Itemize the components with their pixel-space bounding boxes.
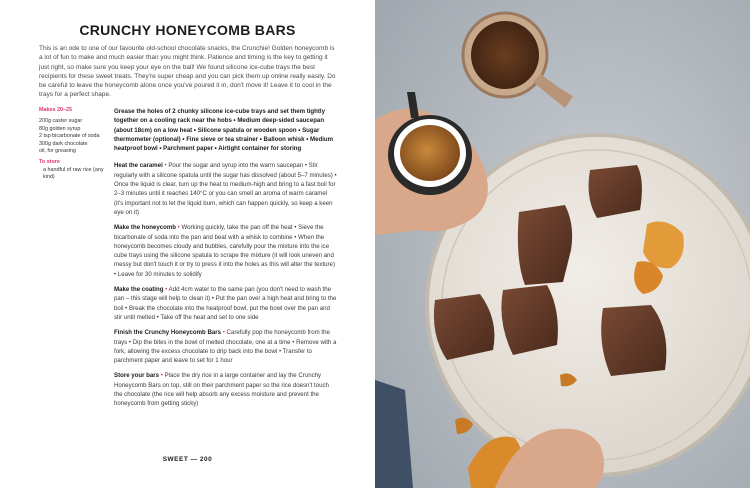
ingredient-item: 200g caster sugar <box>39 118 83 125</box>
step-text: Working quickly, take the pan off the heat • Sieve the bicarbonate of soda into the pan and beat with a whisk to combine • When the honeycomb becomes cloudy and bubbles, carefully pour the mixture into the ice cube trays using the silicone spatula to scrape the mixture (it will look uneven and messy but don't touch it or try to press it into the holes as this will alter the texture) • Leave for 30 minutes to solidify <box>114 224 335 278</box>
method-step <box>114 328 338 365</box>
ingredient-item: 2 tsp bicarbonate of soda <box>39 133 100 140</box>
recipe-title: CRUNCHY HONEYCOMB BARS <box>79 22 296 38</box>
ingredient-item: 300g dark chocolate <box>39 140 88 147</box>
step-text: Add 4cm water to the same pan (you don't need to wash the pan – this stage will help to clean it) • Put the pan over a high heat and bring to the boil • Break the chocolate into the heatproof bowl, put the bowl over the pan and stir until melted • Take off the heat and set to one side <box>114 286 337 321</box>
step-text: Place the dry rice in a large container and lay the Crunchy Honeycomb Bars on top, still on their parchment paper so the rice doesn't touch the chocolate (the rice will help absorb any excess moisture and prevent the honeycomb from getting sticky) <box>114 372 329 408</box>
method-step <box>114 285 338 322</box>
step-text: Pour the sugar and syrup into the warm saucepan • Stir regularly with a silicone spatula until the sugar has dissolved (about 5–7 minutes) • Once the liquid is clear, turn up the heat to medium-high and bring to a fast boil for 2–3 minutes until it reaches 140°C or you can smell an aroma of warm caramel (it's important not to let the liquid burn, which can happen quickly, so keep a keen eye on it) <box>114 162 337 216</box>
step-bullet: • <box>159 372 165 380</box>
step-heading: Heat the caramel <box>114 162 163 170</box>
store-label: To store <box>39 159 60 166</box>
page-folio: SWEET — 200 <box>162 456 213 463</box>
step-bullet: • <box>163 286 169 294</box>
method-step <box>114 223 338 279</box>
ingredient-item: oil, for greasing <box>39 148 76 155</box>
method <box>114 107 338 415</box>
step-bullet: • <box>221 329 227 337</box>
ingredient-list <box>39 118 105 155</box>
ingredients-sidebar <box>39 107 105 182</box>
equipment-list: Grease the holes of 2 chunky silicone ice-cube trays and set them tightly together on a cooling rack near the hobs • Medium deep-sided saucepan (about 18cm) on a low heat • Silicone spatula or wooden spoon • Sugar thermometer (optional) • Fine sieve or tea strainer • Balloon whisk • Medium heatproof bowl • Parchment paper • Airtight container for storing <box>114 108 334 153</box>
step-heading: Store your bars <box>114 372 160 380</box>
recipe-intro: This is an ode to one of our favourite old-school chocolate snacks, the Crunchie! Golden honeycomb is a lot of fun to make and much easier than you might think. Patience and timing is the key to getting it just right, so make sure you keep your eye on the ball! We found silicone ice-cube trays the best recipients for these sweet treats. They're super cheap and you can pick them up online really easily. Do be careful to leave the honeycomb alone once you've poured it in, don't move it! Leave it to cool in the trays for a perfect shape. <box>39 45 336 99</box>
photo-illustration <box>375 0 750 488</box>
step-bullet: • <box>162 162 169 170</box>
ingredient-item: 80g golden syrup <box>39 125 81 132</box>
step-heading: Finish the Crunchy Honeycomb Bars <box>114 329 221 337</box>
method-step <box>114 161 338 217</box>
recipe-photo <box>375 0 750 488</box>
makes-label: Makes 20–25 <box>39 107 72 113</box>
step-bullet: • <box>175 224 182 232</box>
step-text: Carefully pop the honeycomb from the trays • Dip the bites in the bowl of melted chocolate, one at a time • Remove with a fork, allowing the excess chocolate to drip back into the bowl • Transfer to parchment paper and leave to set for 1 hour <box>114 329 337 365</box>
step-heading: Make the coating <box>114 286 164 294</box>
step-heading: Make the honeycomb <box>114 224 176 232</box>
store-items: a handful of raw rice (any kind) <box>43 166 104 181</box>
method-step <box>114 371 338 408</box>
